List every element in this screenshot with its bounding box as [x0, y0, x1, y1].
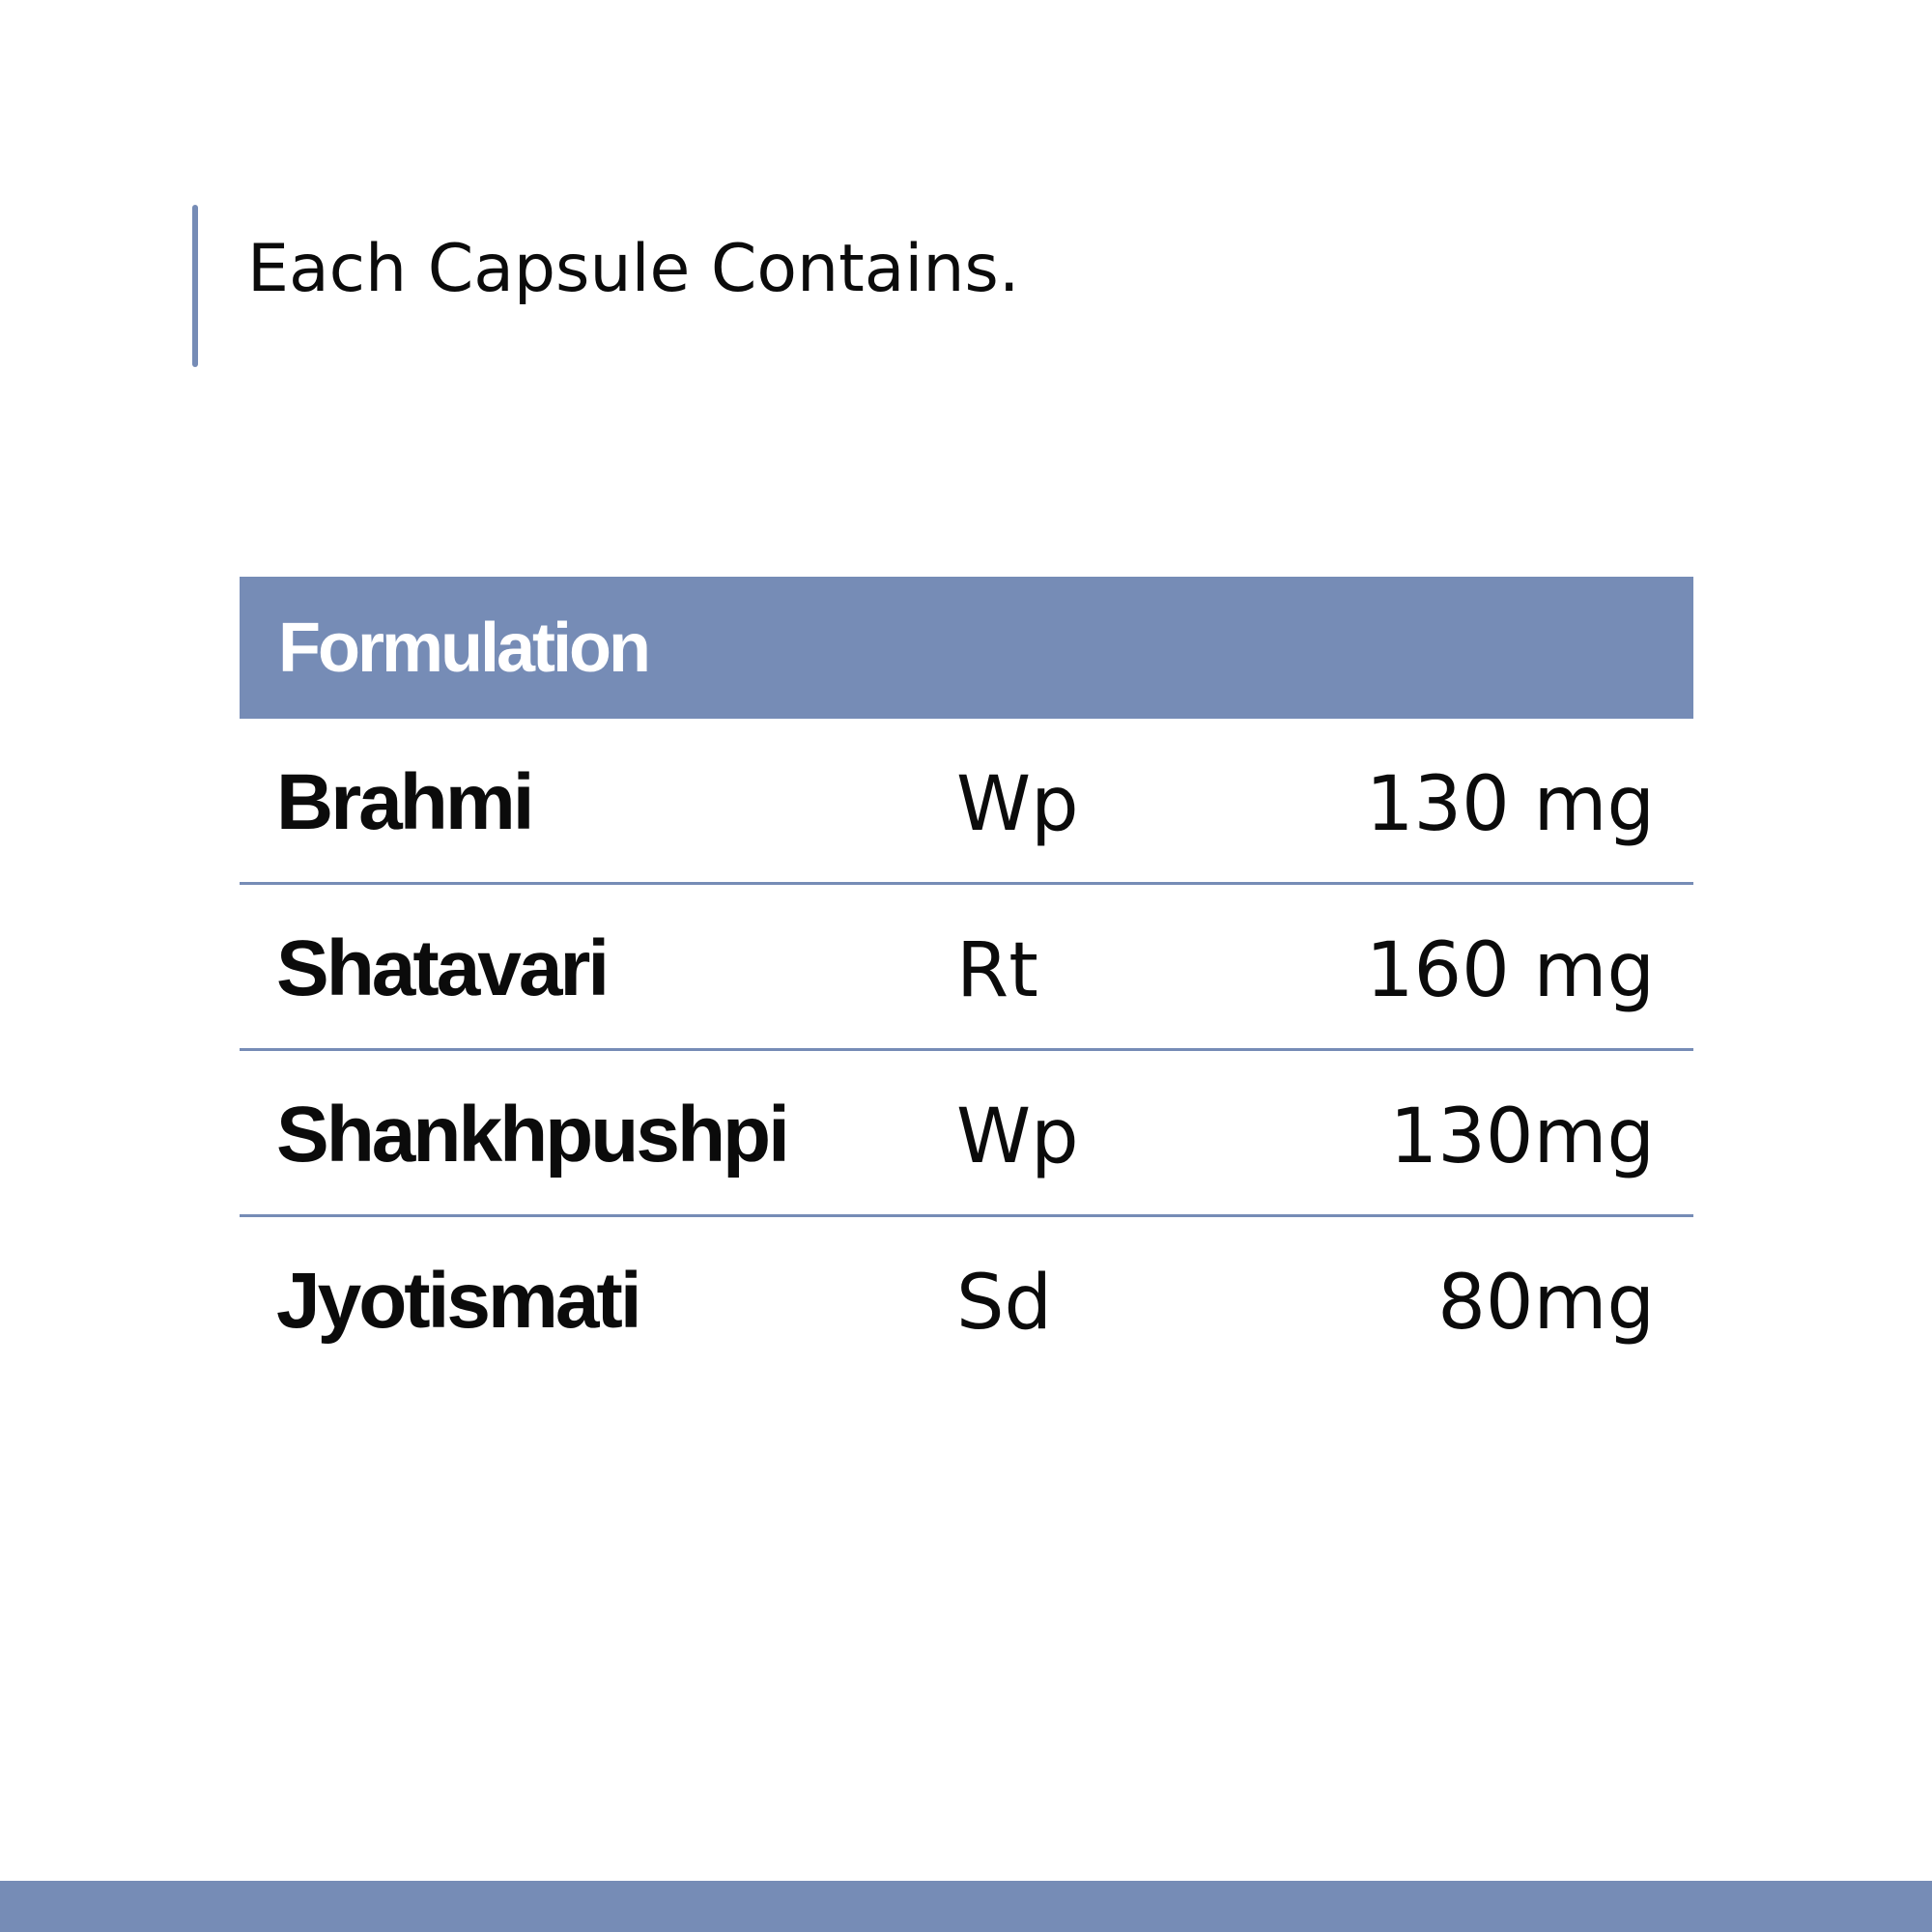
ingredient-amount: 80mg [1437, 1260, 1655, 1347]
ingredient-name: Shankhpushpi [276, 1091, 787, 1179]
table-row [240, 1051, 1693, 1217]
table-row [240, 719, 1693, 885]
table-header [240, 577, 1693, 719]
plant-part: Wp [956, 1094, 1079, 1180]
ingredient-name: Brahmi [276, 758, 532, 846]
ingredient-amount: 160 mg [1365, 927, 1655, 1014]
table-row [240, 1217, 1693, 1383]
plant-part: Sd [956, 1260, 1053, 1347]
ingredient-amount: 130mg [1389, 1094, 1655, 1180]
page-heading: Each Capsule Contains. [247, 231, 1020, 307]
plant-part: Wp [956, 761, 1079, 848]
plant-part: Rt [956, 927, 1038, 1014]
ingredient-name: Shatavari [276, 924, 608, 1012]
ingredient-amount: 130 mg [1365, 761, 1655, 848]
ingredient-name: Jyotismati [276, 1257, 639, 1345]
footer-band [0, 1881, 1932, 1932]
table-header-title: Formulation [278, 609, 648, 687]
heading-accent-bar [192, 205, 198, 367]
table-row [240, 885, 1693, 1051]
formulation-table [240, 577, 1693, 1383]
